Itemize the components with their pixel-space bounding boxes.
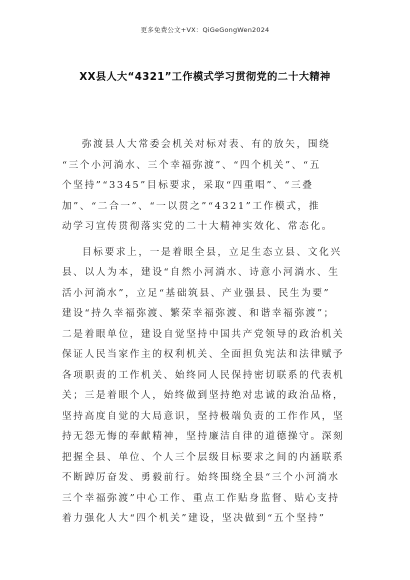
paragraph-2-line-13: 三个幸福弥渡”中心工作、重点工作贴身监督、贴心支持 (62, 492, 340, 504)
paragraph-2-line-1: 目标要求上，一是着眼全县，立足生态立县、文化兴 (82, 246, 342, 258)
paragraph-2-line-5: 二是着眼单位，建设自觉坚持中国共产党领导的政治机关 (62, 328, 345, 340)
paragraph-1-line-4: 加”、“二合一”、“一以贯之”“4321”工作模式，推 (62, 200, 321, 212)
paragraph-2-line-14: 着力强化人大“四个机关”建设，坚决做到“五个坚持” (62, 513, 326, 524)
paragraph-2-line-10: 持无怨无悔的奉献精神，坚持廉洁自律的道德操守。深刻 (62, 431, 345, 442)
header-note: 更多免费公文+VX：QiGeGongWen2024 (140, 26, 270, 34)
document-body (62, 135, 357, 530)
paragraph-1-line-2: “三个小河淌水、三个幸福弥渡”、“四个机关”、“五 (62, 159, 321, 171)
document-title: XX县人大“4321”工作模式学习贯彻党的二十大精神 (79, 72, 331, 83)
paragraph-2-line-6: 保证人民当家作主的权利机关、全面担负宪法和法律赋予 (62, 349, 345, 360)
paragraph-1-line-3: 个坚持”“3345”目标要求，采取“四重唱”、“三叠 (62, 180, 314, 191)
paragraph-2-line-7: 各项职责的工作机关、始终同人民保持密切联系的代表机 (62, 369, 345, 381)
paragraph-2-line-11: 把握全县、单位、个人三个层级目标要求之间的内涵联系 (62, 451, 345, 463)
paragraph-2-line-3: 活小河淌水”，立足“基础筑县、产业强县、民生为要” (62, 287, 331, 299)
paragraph-2-line-2: 县、以人为本，建设“自然小河淌水、诗意小河淌水、生 (62, 267, 340, 278)
paragraph-1-line-5: 动学习宣传贯彻落实党的二十大精神实效化、常态化。 (62, 221, 334, 232)
paragraph-2-line-12: 不断踔厉奋发、勇毅前行。始终围绕全县“三个小河淌水 (62, 472, 340, 483)
paragraph-2-line-9: 坚持高度自觉的大局意识，坚持极端负责的工作作风，坚 (62, 410, 345, 422)
paragraph-2-line-4: 建设“持久幸福弥渡、繁荣幸福弥渡、和谐幸福弥渡”； (62, 308, 335, 319)
paragraph-2-line-8: 关；三是着眼个人，始终做到坚持绝对忠诚的政治品格， (62, 390, 345, 401)
paragraph-1-line-1: 弥渡县人大常委会机关对标对表、有的放矢，围绕 (82, 139, 331, 150)
